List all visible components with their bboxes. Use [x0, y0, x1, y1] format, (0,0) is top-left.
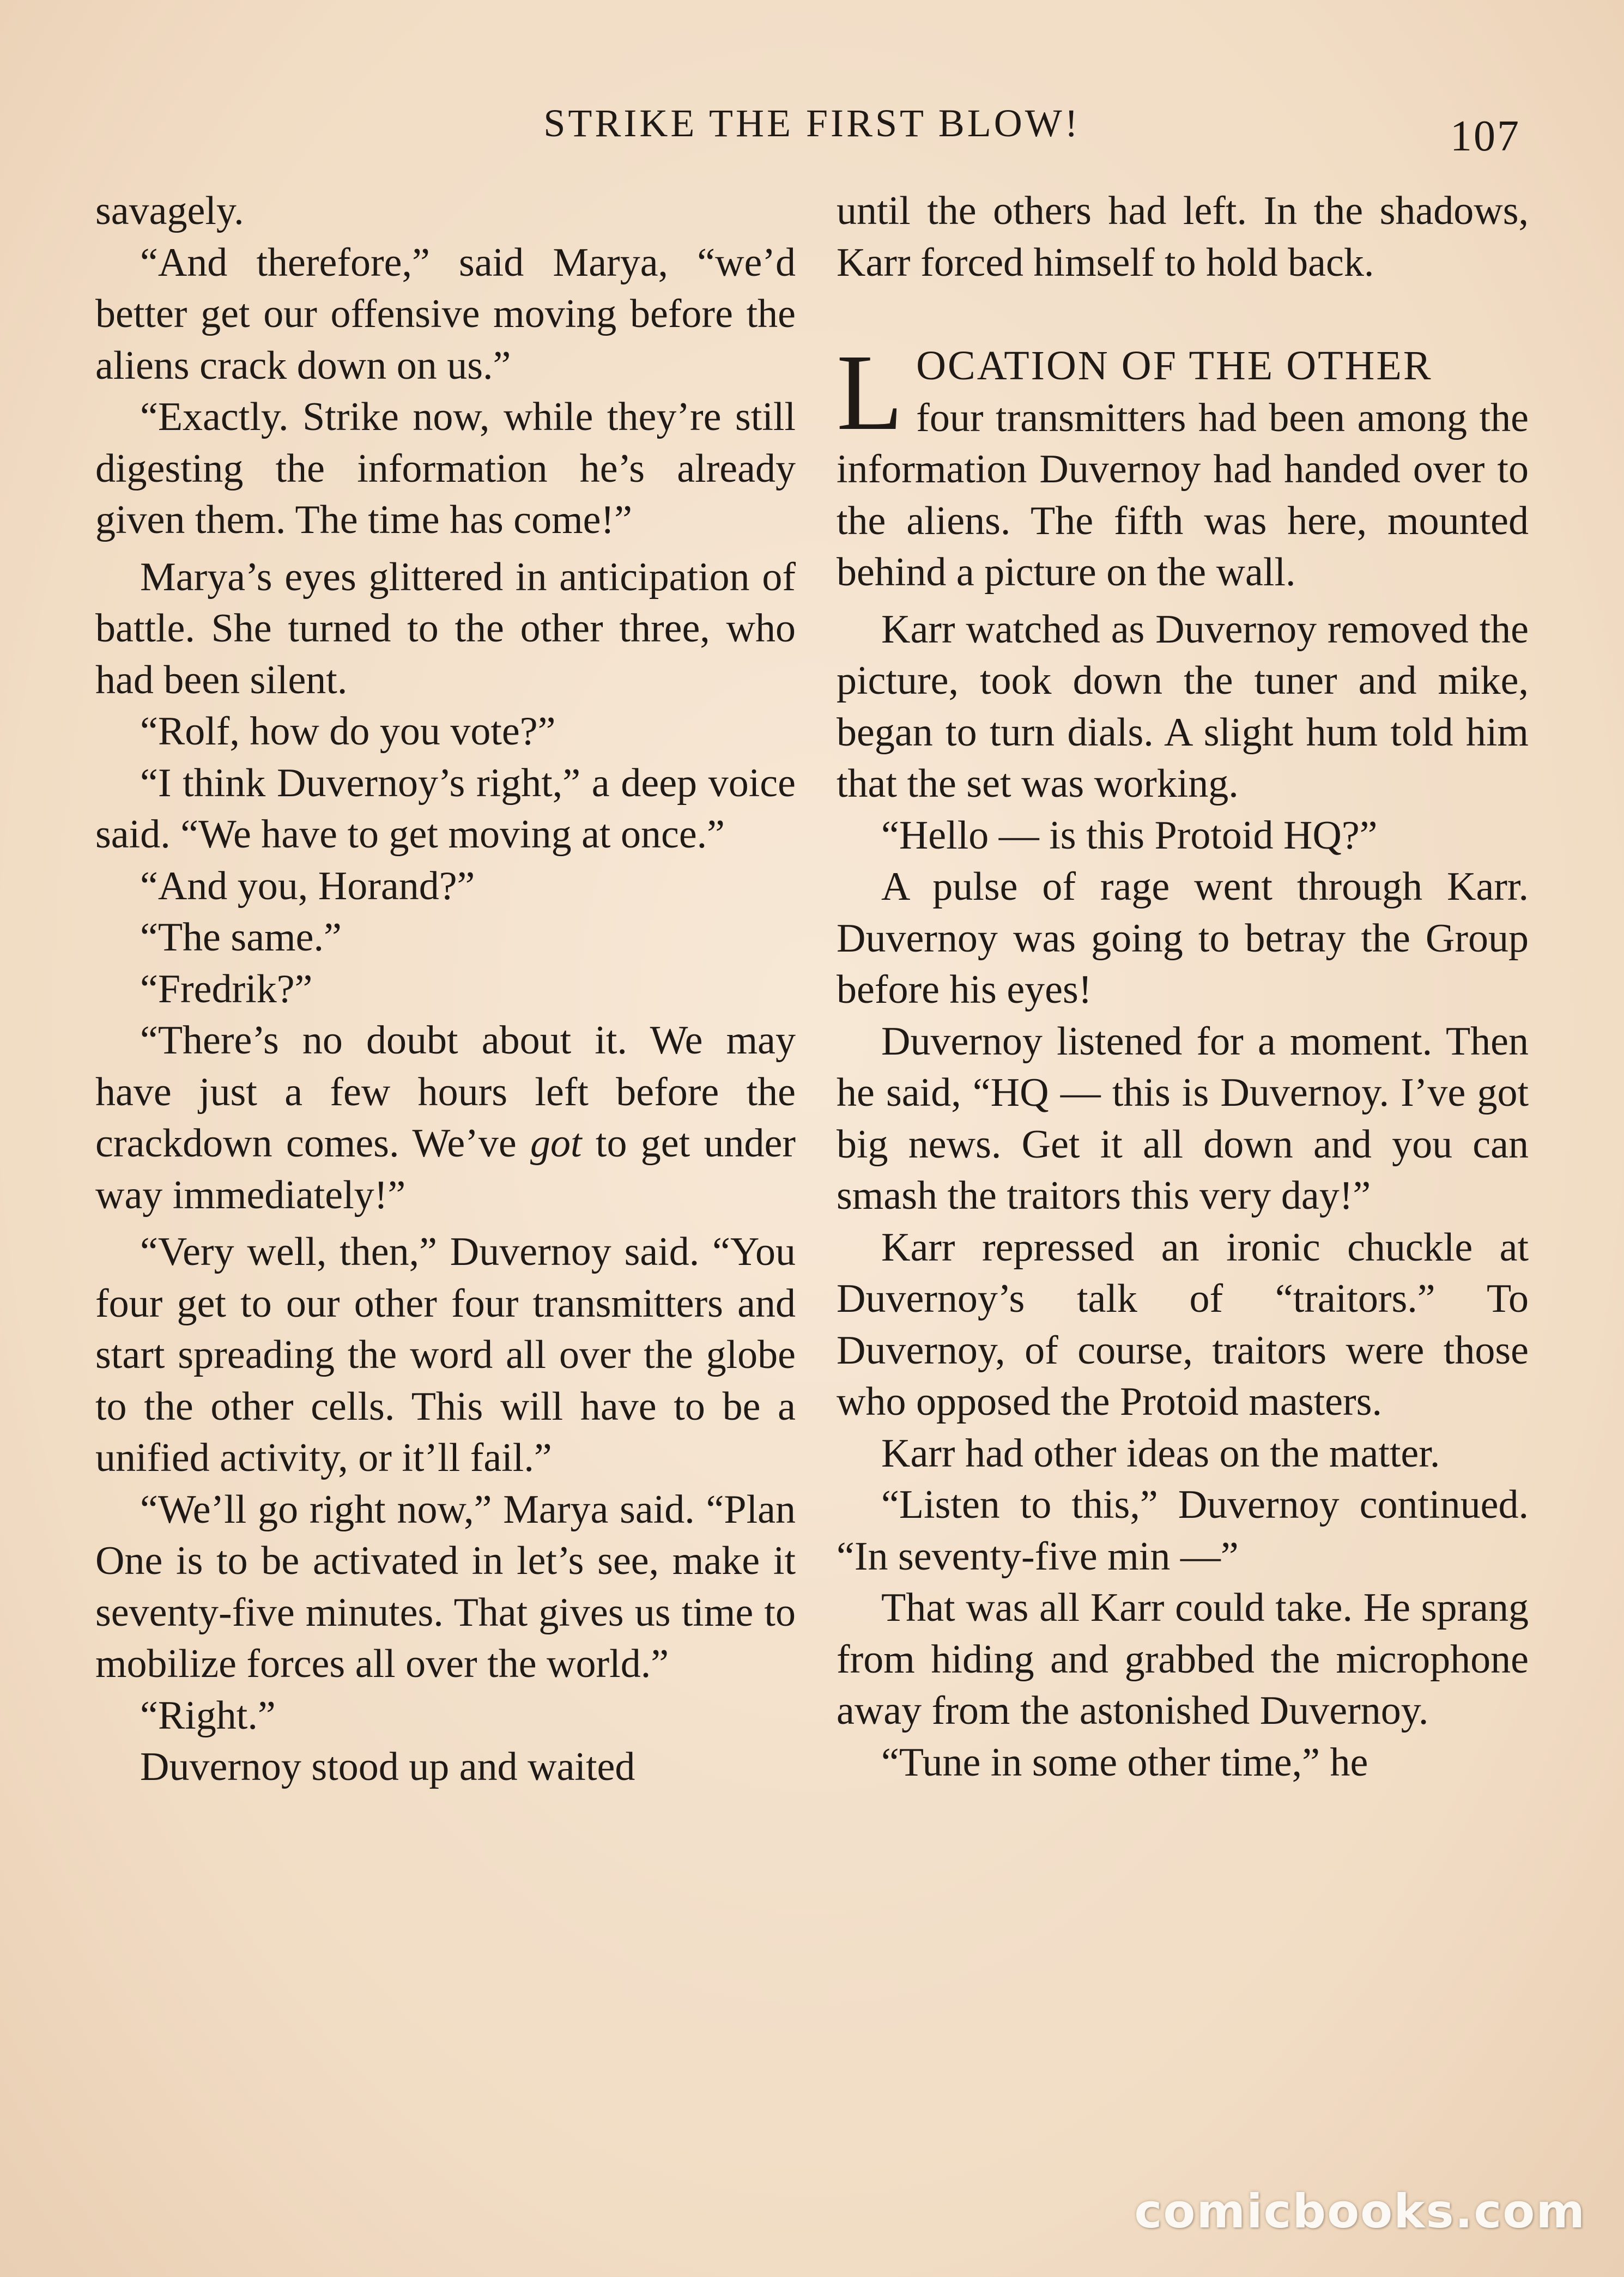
paragraph: “The same.”	[140, 915, 342, 960]
paragraph: until the others had left. In the shadows, Karr forced himself to hold back.	[837, 189, 1529, 285]
right-column	[837, 185, 1529, 2158]
paragraph-text: four transmitters had been among the information Duvernoy had handed over to the aliens. The fifth was here, mounted behind a picture on the wall.	[837, 395, 1529, 595]
section-lead-in: OCATION OF THE OTHER	[916, 343, 1433, 389]
paragraph: savagely.	[95, 189, 244, 233]
paragraph: “I think Duvernoy’s right,” a deep voice said. “We have to get moving at once.”	[95, 760, 796, 857]
emphasized-word: got	[530, 1121, 582, 1166]
section-break	[837, 288, 1529, 340]
paragraph: Duvernoy stood up and waited	[140, 1745, 635, 1789]
paragraph: “Exactly. Strike now, while they’re still digesting the information he’s already given them. The time has come!”	[95, 395, 796, 542]
paragraph: “Very well, then,” Duvernoy said. “You four get to our other four transmitters and start spreading the word all over the globe to the other cells. This will have to be a unified activity, or it’ll fail.”	[95, 1230, 796, 1480]
paragraph: Karr had other ideas on the matter.	[881, 1431, 1440, 1476]
paragraph	[95, 1015, 796, 1221]
paragraph: “Rolf, how do you vote?”	[140, 709, 556, 754]
paragraph: “We’ll go right now,” Marya said. “Plan One is to be activated in let’s see, make it seventy-five minutes. That gives us time to mobilize forces all over the world.”	[95, 1487, 796, 1686]
paragraph: “Listen to this,” Duvernoy continued. “In seventy-five min —”	[837, 1482, 1529, 1579]
drop-cap: L	[837, 332, 904, 453]
paragraph: “Fredrik?”	[140, 966, 313, 1012]
paragraph: Karr watched as Duvernoy removed the picture, took down the tuner and mike, began to turn dials. A slight hum told him that the set was working.	[837, 607, 1529, 806]
paragraph: “Hello — is this Protoid HQ?”	[881, 813, 1378, 858]
paragraph: Karr repressed an ironic chuckle at Duvernoy’s talk of “traitors.” To Duvernoy, of course, traitors were those who opposed the Protoid masters.	[837, 1225, 1529, 1424]
paragraph: Marya’s eyes glittered in anticipation of battle. She turned to the other three, who had been silent.	[95, 554, 796, 703]
section-opening-paragraph	[837, 332, 1529, 598]
running-title: STRIKE THE FIRST BLOW!	[543, 101, 1081, 145]
paragraph: “Tune in some other time,” he	[881, 1740, 1368, 1785]
site-watermark: comicbooks.com	[1134, 2184, 1586, 2239]
paragraph: “Right.”	[140, 1693, 276, 1738]
paragraph-text: to get under way immediately!”	[95, 1121, 796, 1218]
paragraph: Duvernoy listened for a moment. Then he said, “HQ — this is Duvernoy. I’ve got big news. Get it all down and you can smash the traitors this very day!”	[837, 1019, 1529, 1218]
paragraph: A pulse of rage went through Karr. Duvernoy was going to betray the Group before his eyes!	[837, 864, 1529, 1012]
paragraph: “And therefore,” said Marya, “we’d better get our offensive moving before the aliens crack down on us.”	[95, 240, 796, 388]
paragraph-text: “There’s no doubt about it. We may have just a few hours left before the crackdown comes. We’ve	[95, 1018, 796, 1166]
paragraph: “And you, Horand?”	[140, 863, 475, 909]
page-number: 107	[1450, 112, 1520, 160]
left-column	[95, 185, 796, 2158]
paragraph: That was all Karr could take. He sprang from hiding and grabbed the microphone away from the astonished Duvernoy.	[837, 1585, 1529, 1733]
